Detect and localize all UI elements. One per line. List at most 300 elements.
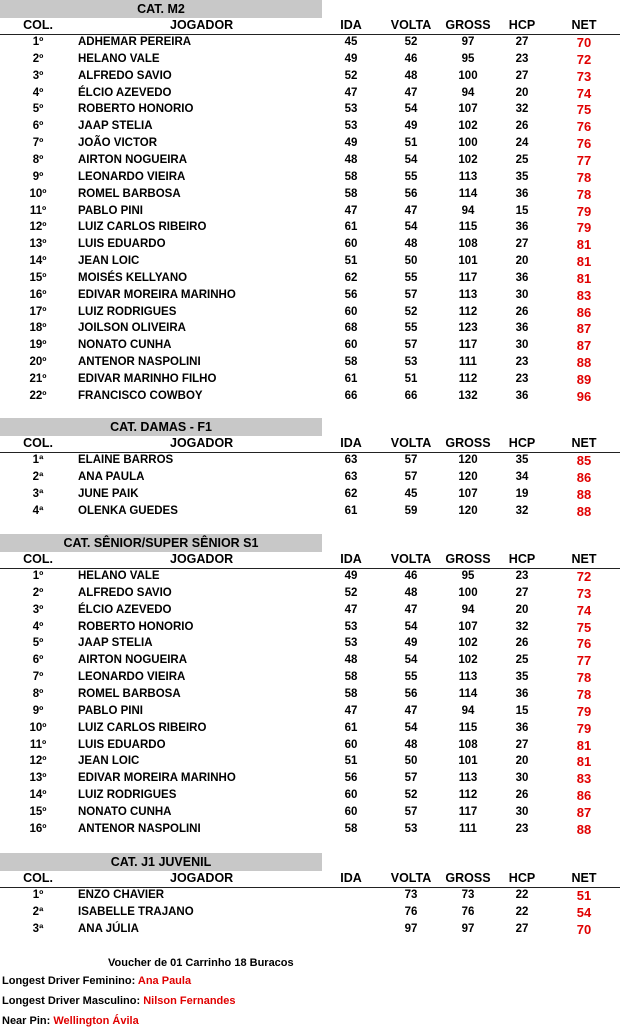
cell-name: JAAP STELIA xyxy=(78,637,153,650)
header-volta: VOLTA xyxy=(390,871,432,885)
cell-volta: 54 xyxy=(404,103,418,116)
cell-name: AIRTON NOGUEIRA xyxy=(78,654,188,667)
table-row xyxy=(0,236,620,253)
header-gross: GROSS xyxy=(445,871,491,885)
cell-gross: 107 xyxy=(458,487,478,500)
header-volta: VOLTA xyxy=(390,436,432,450)
cell-name: HELANO VALE xyxy=(78,570,160,582)
cell-hcp: 23 xyxy=(515,373,529,385)
cell-net: 79 xyxy=(576,203,592,219)
cell-gross: 120 xyxy=(458,504,478,517)
cell-name: LEONARDO VIEIRA xyxy=(78,170,186,183)
cell-hcp: 25 xyxy=(515,153,529,166)
award-label: Longest Driver Masculino: xyxy=(2,995,144,1007)
cell-col: 16º xyxy=(29,822,47,835)
cell-net: 83 xyxy=(576,287,592,303)
cell-volta: 46 xyxy=(404,52,418,65)
cell-col: 17º xyxy=(29,305,47,318)
table-row xyxy=(0,486,620,503)
cell-gross: 117 xyxy=(458,339,478,352)
cell-hcp: 35 xyxy=(515,454,529,466)
cell-gross: 112 xyxy=(458,373,478,385)
cell-ida: 63 xyxy=(344,454,358,466)
cell-ida: 61 xyxy=(344,221,358,234)
cell-name: ALFREDO SAVIO xyxy=(78,586,172,599)
cell-name: LUIZ CARLOS RIBEIRO xyxy=(78,721,207,734)
cell-volta: 57 xyxy=(404,805,418,818)
cell-gross: 101 xyxy=(458,255,478,268)
cell-net: 75 xyxy=(576,619,592,635)
award-line xyxy=(2,1015,139,1027)
cell-ida: 60 xyxy=(344,339,358,352)
cell-ida: 60 xyxy=(344,305,358,318)
cell-ida: 51 xyxy=(344,255,358,268)
cell-name: ADHEMAR PEREIRA xyxy=(78,36,192,48)
cell-volta: 48 xyxy=(404,586,418,599)
cell-net: 81 xyxy=(576,754,592,770)
cell-ida: 61 xyxy=(344,721,358,734)
cell-net: 89 xyxy=(576,372,592,387)
cell-name: JEAN LOIC xyxy=(78,255,140,268)
cell-volta: 57 xyxy=(404,772,418,785)
table-row xyxy=(0,101,620,118)
cell-ida: 48 xyxy=(344,654,358,667)
cell-ida: 51 xyxy=(344,755,358,768)
cell-col: 9º xyxy=(32,170,44,183)
cell-volta: 45 xyxy=(404,487,418,500)
cell-name: AIRTON NOGUEIRA xyxy=(78,153,188,166)
cell-gross: 100 xyxy=(458,137,478,150)
cell-hcp: 23 xyxy=(515,822,529,835)
cell-name: FRANCISCO COWBOY xyxy=(78,389,203,402)
table-row xyxy=(0,753,620,770)
cell-gross: 95 xyxy=(461,52,475,65)
cell-name: LUIZ CARLOS RIBEIRO xyxy=(78,221,207,234)
cell-col: 11º xyxy=(29,204,47,217)
cell-col: 15º xyxy=(29,805,47,818)
cell-col: 5º xyxy=(32,103,44,116)
cell-col: 4º xyxy=(32,86,44,99)
cell-col: 7º xyxy=(32,137,44,150)
cell-gross: 97 xyxy=(461,36,475,48)
table-row xyxy=(0,118,620,135)
cell-col: 9º xyxy=(32,704,44,717)
cell-ida: 53 xyxy=(344,120,358,133)
table-row xyxy=(0,270,620,287)
cell-col: 19º xyxy=(29,339,47,352)
cell-name: EDIVAR MOREIRA MARINHO xyxy=(78,772,236,785)
cell-hcp: 25 xyxy=(515,654,529,667)
cell-name: PABLO PINI xyxy=(78,704,143,717)
cell-name: ROMEL BARBOSA xyxy=(78,187,181,200)
cell-gross: 114 xyxy=(458,687,478,700)
cell-gross: 76 xyxy=(461,905,475,918)
cell-name: ROBERTO HONORIO xyxy=(78,103,194,116)
cell-volta: 48 xyxy=(404,238,418,251)
cell-hcp: 30 xyxy=(515,288,529,301)
table-row xyxy=(0,169,620,186)
table-row xyxy=(0,135,620,152)
cell-name: JOILSON OLIVEIRA xyxy=(78,322,186,335)
cell-ida: 62 xyxy=(344,487,358,500)
cell-name: ANTENOR NASPOLINI xyxy=(78,356,201,369)
table-row xyxy=(0,452,620,469)
cell-net: 87 xyxy=(576,321,592,337)
header-jogador: JOGADOR xyxy=(170,436,234,450)
cell-net: 72 xyxy=(576,51,592,67)
cell-gross: 94 xyxy=(461,204,475,217)
cell-net: 88 xyxy=(576,486,592,502)
cell-volta: 55 xyxy=(404,170,418,183)
table-row xyxy=(0,921,620,938)
table-row xyxy=(0,503,620,520)
cell-name: ENZO CHAVIER xyxy=(78,889,165,901)
cell-gross: 107 xyxy=(458,103,478,116)
cell-col: 2ª xyxy=(32,470,44,483)
header-ida: IDA xyxy=(340,871,362,885)
cell-name: HELANO VALE xyxy=(78,52,160,65)
cell-gross: 108 xyxy=(458,238,478,251)
cell-volta: 66 xyxy=(404,389,418,402)
table-row xyxy=(0,770,620,787)
cell-gross: 73 xyxy=(461,889,475,901)
table-row xyxy=(0,904,620,921)
cell-col: 1º xyxy=(32,889,44,901)
cell-col: 20º xyxy=(29,356,47,369)
cell-gross: 100 xyxy=(458,69,478,82)
cell-net: 78 xyxy=(576,686,592,702)
table-row xyxy=(0,737,620,754)
table-row xyxy=(0,51,620,68)
cell-ida: 66 xyxy=(344,389,358,402)
cell-volta: 57 xyxy=(404,470,418,483)
award-line xyxy=(2,975,191,987)
cell-name: ROMEL BARBOSA xyxy=(78,687,181,700)
cell-ida: 63 xyxy=(344,470,358,483)
table-row xyxy=(0,469,620,486)
column-header-row xyxy=(0,17,620,34)
cell-hcp: 36 xyxy=(515,322,529,335)
table-row xyxy=(0,720,620,737)
table-row xyxy=(0,388,620,405)
cell-hcp: 27 xyxy=(515,238,529,251)
column-header-row xyxy=(0,551,620,568)
cell-col: 22º xyxy=(29,389,47,402)
cell-gross: 94 xyxy=(461,603,475,616)
cell-volta: 53 xyxy=(404,822,418,835)
cell-gross: 95 xyxy=(461,570,475,582)
cell-hcp: 26 xyxy=(515,305,529,318)
cell-ida: 49 xyxy=(344,137,358,150)
cell-hcp: 30 xyxy=(515,339,529,352)
cell-net: 73 xyxy=(576,68,592,84)
cell-ida: 61 xyxy=(344,373,358,385)
cell-volta: 52 xyxy=(404,789,418,802)
category-title: CAT. SÊNIOR/SUPER SÊNIOR S1 xyxy=(0,534,322,552)
cell-hcp: 15 xyxy=(515,704,529,717)
header-col: COL. xyxy=(23,871,53,885)
cell-hcp: 20 xyxy=(515,603,529,616)
cell-volta: 47 xyxy=(404,204,418,217)
cell-net: 88 xyxy=(576,355,592,371)
table-row xyxy=(0,887,620,904)
cell-gross: 112 xyxy=(458,305,478,318)
cell-net: 79 xyxy=(576,720,592,736)
cell-col: 4º xyxy=(32,620,44,633)
cell-volta: 54 xyxy=(404,654,418,667)
cell-net: 77 xyxy=(576,653,592,669)
cell-col: 5º xyxy=(32,637,44,650)
cell-hcp: 35 xyxy=(515,170,529,183)
table-row xyxy=(0,635,620,652)
cell-gross: 97 xyxy=(461,922,475,935)
cell-name: LEONARDO VIEIRA xyxy=(78,671,186,684)
table-row xyxy=(0,287,620,304)
cell-col: 11º xyxy=(29,738,47,751)
cell-ida: 48 xyxy=(344,153,358,166)
cell-col: 2ª xyxy=(32,905,44,918)
cell-net: 54 xyxy=(576,904,592,920)
table-row xyxy=(0,686,620,703)
table-row xyxy=(0,304,620,321)
award-winner: Wellington Ávila xyxy=(53,1015,139,1027)
table-row xyxy=(0,568,620,585)
cell-col: 1º xyxy=(32,570,44,582)
cell-name: LUIZ RODRIGUES xyxy=(78,789,177,802)
cell-ida: 47 xyxy=(344,603,358,616)
cell-ida: 56 xyxy=(344,772,358,785)
table-row xyxy=(0,68,620,85)
cell-net: 87 xyxy=(576,804,592,820)
header-hcp: HCP xyxy=(508,436,536,450)
table-row xyxy=(0,371,620,388)
cell-net: 83 xyxy=(576,771,592,787)
cell-gross: 117 xyxy=(458,805,478,818)
cell-name: JAAP STELIA xyxy=(78,120,153,133)
cell-net: 88 xyxy=(576,503,592,519)
cell-hcp: 36 xyxy=(515,221,529,234)
cell-volta: 50 xyxy=(404,255,418,268)
cell-net: 86 xyxy=(576,304,592,320)
cell-col: 4ª xyxy=(32,504,44,517)
table-row xyxy=(0,787,620,804)
cell-name: JEAN LOIC xyxy=(78,755,140,768)
cell-ida: 58 xyxy=(344,356,358,369)
cell-volta: 54 xyxy=(404,620,418,633)
cell-name: EDIVAR MARINHO FILHO xyxy=(78,373,217,385)
cell-net: 76 xyxy=(576,636,592,652)
cell-col: 8º xyxy=(32,153,44,166)
cell-volta: 57 xyxy=(404,454,418,466)
cell-gross: 101 xyxy=(458,755,478,768)
cell-volta: 49 xyxy=(404,637,418,650)
cell-volta: 47 xyxy=(404,86,418,99)
cell-volta: 52 xyxy=(404,305,418,318)
cell-gross: 114 xyxy=(458,187,478,200)
table-row xyxy=(0,337,620,354)
cell-gross: 111 xyxy=(459,356,477,369)
table-row xyxy=(0,619,620,636)
cell-col: 21º xyxy=(29,373,47,385)
cell-hcp: 23 xyxy=(515,356,529,369)
header-ida: IDA xyxy=(340,436,362,450)
cell-net: 73 xyxy=(576,585,592,601)
cell-volta: 46 xyxy=(404,570,418,582)
voucher-note: Voucher de 01 Carrinho 18 Buracos xyxy=(108,957,294,969)
cell-net: 81 xyxy=(576,237,592,253)
cell-ida: 45 xyxy=(344,36,358,48)
header-jogador: JOGADOR xyxy=(170,552,234,566)
cell-name: ÉLCIO AZEVEDO xyxy=(78,86,172,99)
header-ida: IDA xyxy=(340,18,362,32)
cell-name: NONATO CUNHA xyxy=(78,339,172,352)
cell-hcp: 30 xyxy=(515,805,529,818)
cell-ida: 60 xyxy=(344,805,358,818)
table-row xyxy=(0,152,620,169)
cell-hcp: 15 xyxy=(515,204,529,217)
cell-hcp: 27 xyxy=(515,69,529,82)
cell-ida: 62 xyxy=(344,271,358,284)
cell-net: 75 xyxy=(576,102,592,118)
cell-hcp: 27 xyxy=(515,586,529,599)
cell-ida: 58 xyxy=(344,170,358,183)
cell-hcp: 32 xyxy=(515,103,529,116)
cell-volta: 47 xyxy=(404,603,418,616)
cell-name: MOISÉS KELLYANO xyxy=(78,271,188,284)
cell-volta: 48 xyxy=(404,738,418,751)
cell-ida: 53 xyxy=(344,103,358,116)
cell-volta: 53 xyxy=(404,356,418,369)
cell-ida: 47 xyxy=(344,86,358,99)
cell-net: 78 xyxy=(576,169,592,185)
cell-col: 7º xyxy=(32,671,44,684)
header-jogador: JOGADOR xyxy=(170,18,234,32)
cell-ida: 60 xyxy=(344,789,358,802)
cell-name: ÉLCIO AZEVEDO xyxy=(78,603,172,616)
header-jogador: JOGADOR xyxy=(170,871,234,885)
category-title: CAT. J1 JUVENIL xyxy=(0,853,322,871)
header-col: COL. xyxy=(23,436,53,450)
table-row xyxy=(0,602,620,619)
cell-name: LUIS EDUARDO xyxy=(78,238,166,251)
cell-hcp: 32 xyxy=(515,504,529,517)
cell-net: 70 xyxy=(576,921,592,937)
header-hcp: HCP xyxy=(508,871,536,885)
cell-name: JUNE PAIK xyxy=(78,487,139,500)
cell-volta: 51 xyxy=(404,137,418,150)
table-row xyxy=(0,320,620,337)
cell-gross: 94 xyxy=(461,86,475,99)
cell-col: 15º xyxy=(29,271,47,284)
cell-hcp: 24 xyxy=(515,137,529,150)
cell-gross: 108 xyxy=(458,738,478,751)
cell-hcp: 36 xyxy=(515,721,529,734)
table-row xyxy=(0,703,620,720)
cell-net: 86 xyxy=(576,788,592,804)
cell-net: 70 xyxy=(576,35,592,50)
table-row xyxy=(0,186,620,203)
cell-ida: 53 xyxy=(344,637,358,650)
cell-ida: 58 xyxy=(344,687,358,700)
cell-gross: 94 xyxy=(461,704,475,717)
cell-col: 8º xyxy=(32,687,44,700)
cell-volta: 54 xyxy=(404,721,418,734)
table-row xyxy=(0,85,620,102)
cell-net: 86 xyxy=(576,469,592,485)
cell-name: ALFREDO SAVIO xyxy=(78,69,172,82)
cell-hcp: 27 xyxy=(515,922,529,935)
cell-col: 2º xyxy=(32,52,44,65)
cell-hcp: 35 xyxy=(515,671,529,684)
cell-net: 88 xyxy=(576,821,592,837)
cell-net: 77 xyxy=(576,152,592,168)
cell-volta: 49 xyxy=(404,120,418,133)
cell-name: ELAINE BARROS xyxy=(78,454,174,466)
cell-gross: 115 xyxy=(458,721,478,734)
cell-net: 76 xyxy=(576,136,592,152)
cell-gross: 113 xyxy=(458,288,478,301)
cell-hcp: 19 xyxy=(515,487,529,500)
cell-volta: 57 xyxy=(404,288,418,301)
header-gross: GROSS xyxy=(445,552,491,566)
cell-col: 3ª xyxy=(32,922,44,935)
cell-hcp: 20 xyxy=(515,255,529,268)
cell-name: ANA PAULA xyxy=(78,470,145,483)
cell-col: 6º xyxy=(32,654,44,667)
table-row xyxy=(0,219,620,236)
cell-net: 85 xyxy=(576,453,592,468)
cell-gross: 113 xyxy=(458,671,478,684)
cell-name: ANTENOR NASPOLINI xyxy=(78,822,201,835)
table-row xyxy=(0,821,620,838)
cell-ida: 47 xyxy=(344,704,358,717)
cell-hcp: 20 xyxy=(515,755,529,768)
cell-ida: 49 xyxy=(344,52,358,65)
cell-col: 3º xyxy=(32,603,44,616)
cell-hcp: 22 xyxy=(515,889,529,901)
header-col: COL. xyxy=(23,552,53,566)
cell-hcp: 36 xyxy=(515,187,529,200)
cell-col: 3ª xyxy=(32,487,44,500)
cell-net: 79 xyxy=(576,703,592,719)
cell-gross: 132 xyxy=(458,389,478,402)
cell-col: 3º xyxy=(32,69,44,82)
cell-ida: 53 xyxy=(344,620,358,633)
cell-net: 87 xyxy=(576,338,592,354)
cell-net: 74 xyxy=(576,602,592,618)
cell-col: 1º xyxy=(32,36,44,48)
cell-hcp: 23 xyxy=(515,52,529,65)
cell-volta: 57 xyxy=(404,339,418,352)
cell-gross: 102 xyxy=(458,153,478,166)
cell-col: 14º xyxy=(29,789,47,802)
cell-col: 12º xyxy=(29,755,47,768)
table-row xyxy=(0,354,620,371)
cell-volta: 52 xyxy=(404,36,418,48)
cell-col: 10º xyxy=(29,721,47,734)
table-row xyxy=(0,34,620,51)
cell-volta: 56 xyxy=(404,187,418,200)
cell-volta: 48 xyxy=(404,69,418,82)
cell-hcp: 30 xyxy=(515,772,529,785)
header-gross: GROSS xyxy=(445,18,491,32)
cell-net: 74 xyxy=(576,85,592,101)
cell-hcp: 22 xyxy=(515,905,529,918)
header-hcp: HCP xyxy=(508,18,536,32)
cell-col: 13º xyxy=(29,772,47,785)
cell-gross: 113 xyxy=(458,170,478,183)
cell-gross: 100 xyxy=(458,586,478,599)
